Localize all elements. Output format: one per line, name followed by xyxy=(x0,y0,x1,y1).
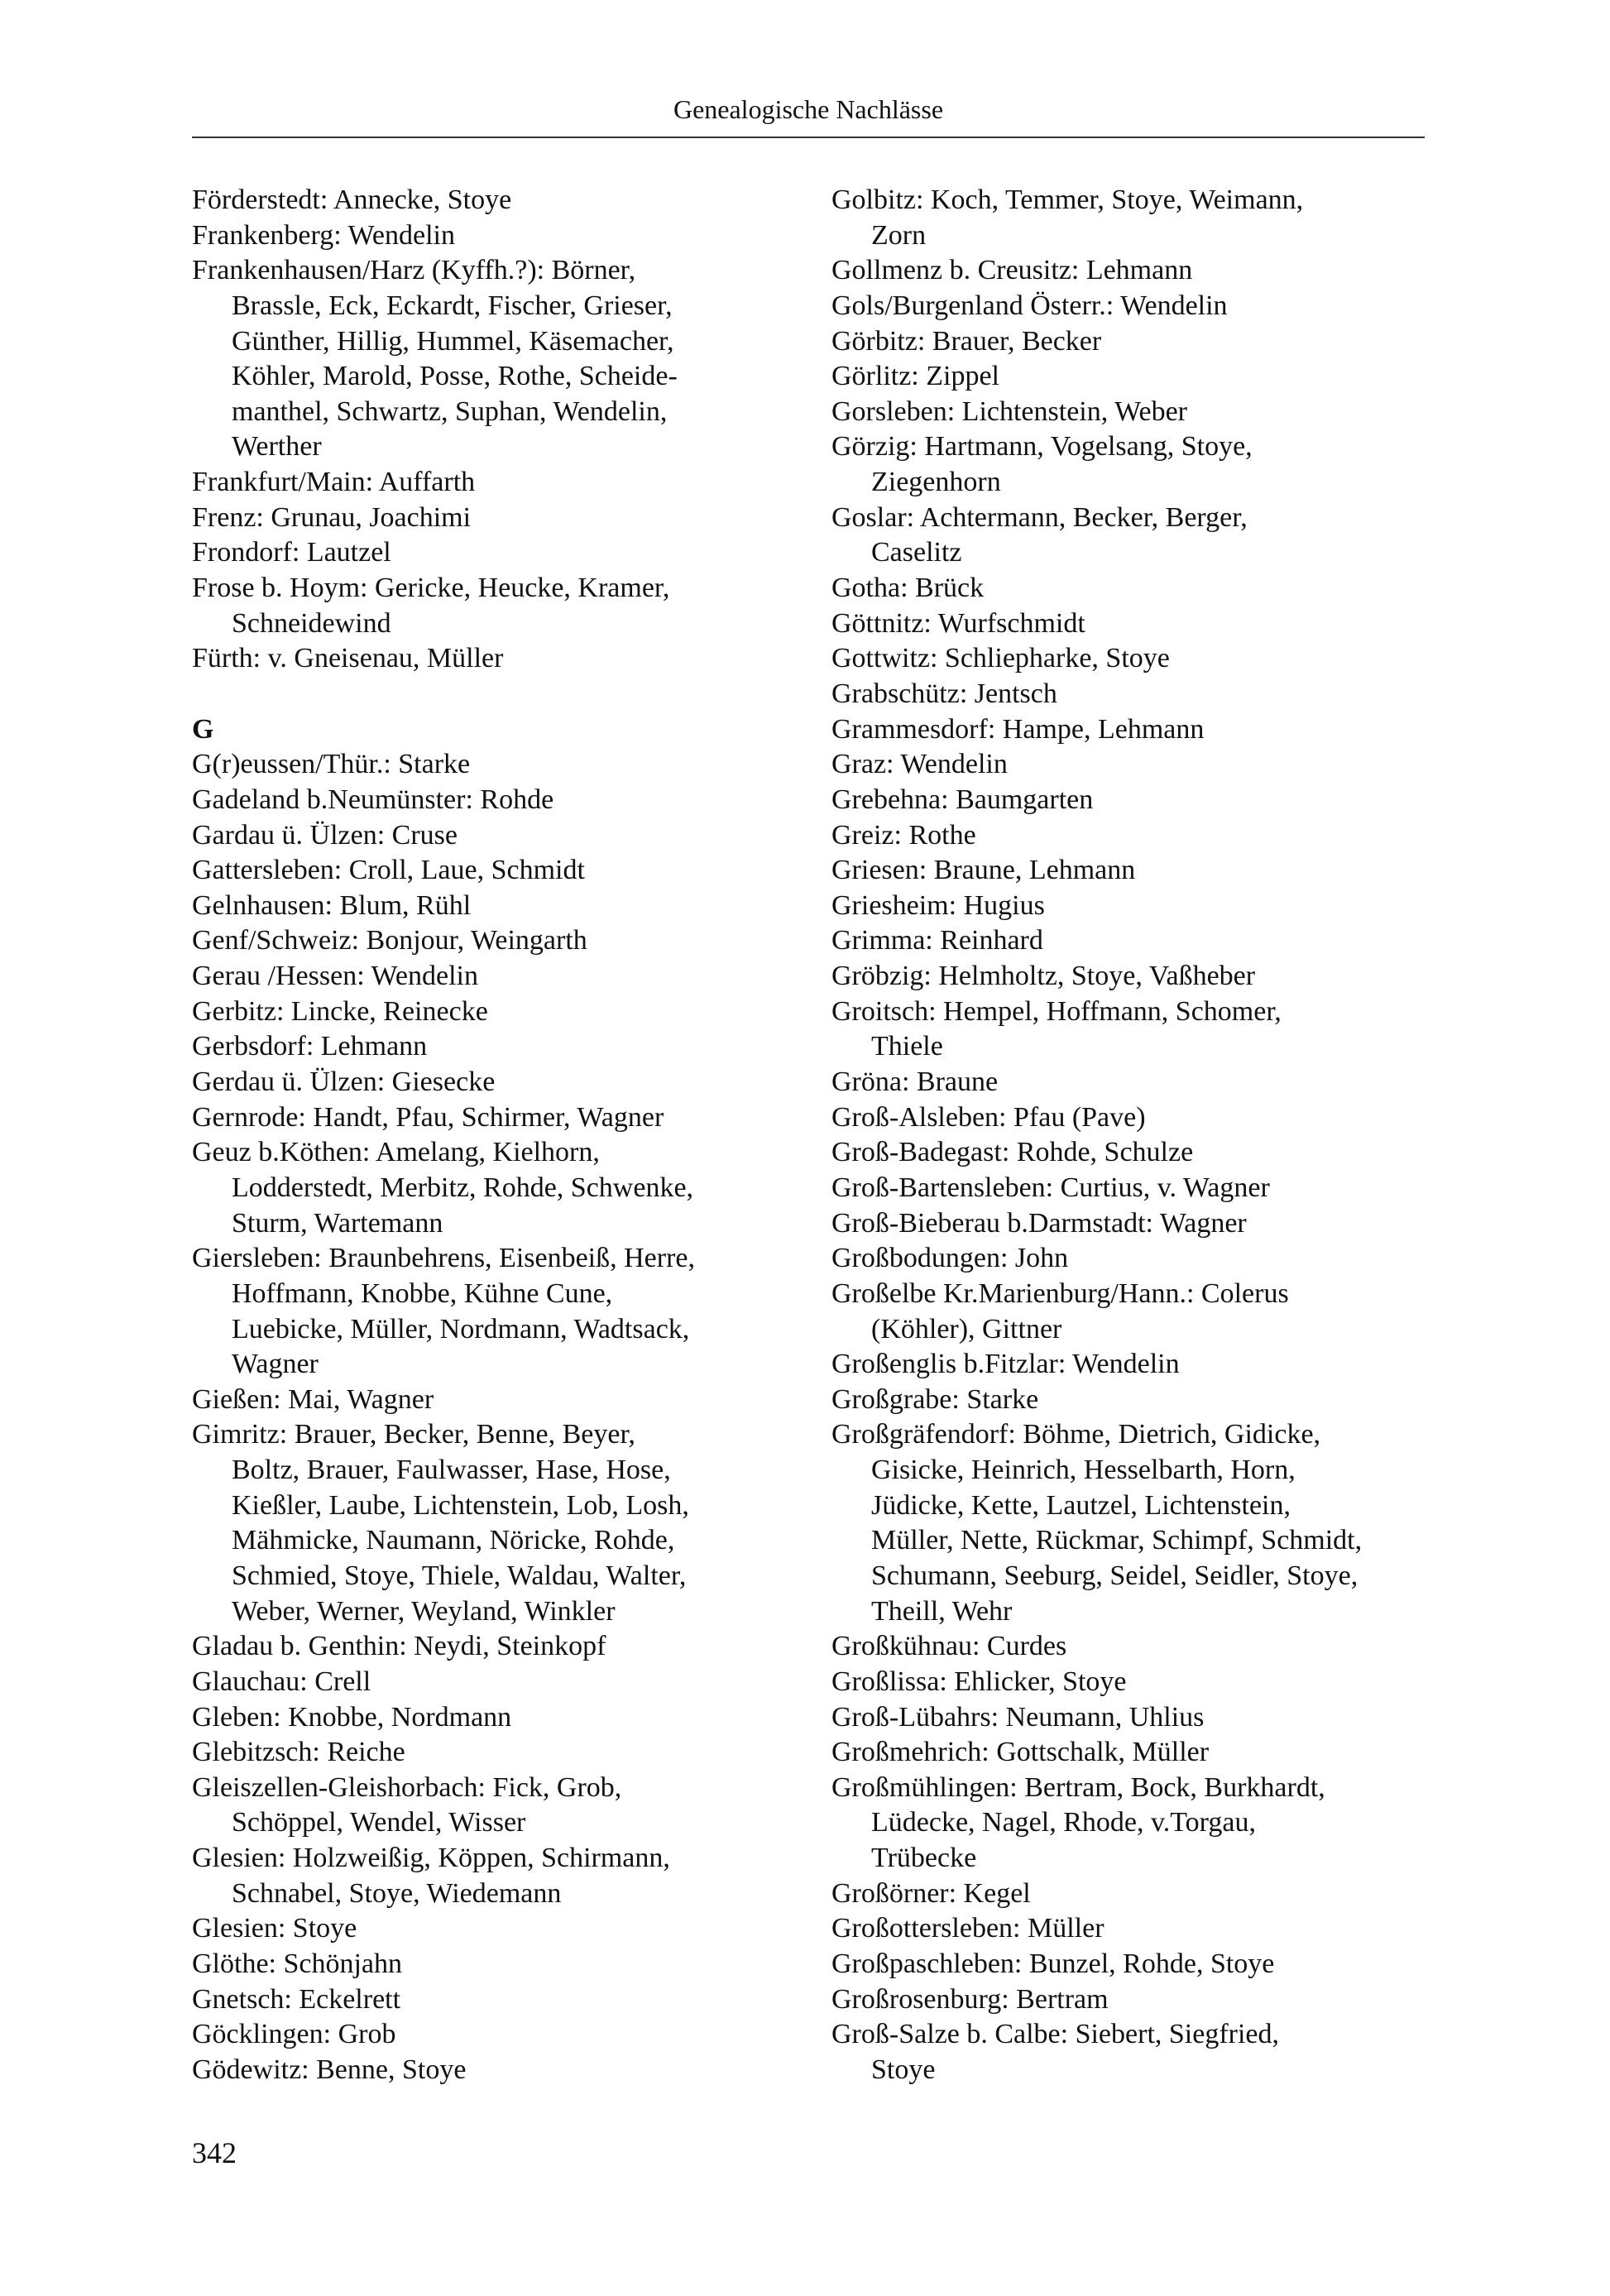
entry-continuation-line: Müller, Nette, Rückmar, Schimpf, Schmidt, xyxy=(871,1525,1363,1556)
entry-continuation-line: Hoffmann, Knobbe, Kühne Cune, xyxy=(232,1277,613,1309)
entry-line: Großlissa: Ehlicker, Stoye xyxy=(831,1666,1127,1697)
index-entry xyxy=(192,571,771,641)
index-entry xyxy=(831,853,1427,889)
index-entry xyxy=(831,429,1427,500)
index-entry xyxy=(192,995,771,1030)
index-entry xyxy=(831,889,1427,924)
entry-continuation-line: Ziegenhorn xyxy=(871,467,1001,498)
index-entry xyxy=(831,1665,1427,1700)
index-entry xyxy=(831,1241,1427,1277)
index-entry xyxy=(831,712,1427,748)
index-entry xyxy=(192,1100,771,1136)
entry-continuation-line: Trübecke xyxy=(871,1843,977,1874)
entry-line: Großkühnau: Curdes xyxy=(831,1631,1067,1662)
index-entry xyxy=(192,218,771,254)
entry-continuation-line: Günther, Hillig, Hummel, Käsemacher, xyxy=(232,325,674,357)
entry-line: Gadeland b.Neumünster: Rohde xyxy=(192,784,554,815)
entry-line: Gelnhausen: Blum, Rühl xyxy=(192,889,472,921)
entry-line: Gerdau ü. Ülzen: Giesecke xyxy=(192,1067,496,1098)
index-entry xyxy=(192,1841,771,1911)
index-entry xyxy=(831,324,1427,360)
entry-line: Görzig: Hartmann, Vogelsang, Stoye, xyxy=(831,431,1253,463)
entry-continuation-line: Weber, Werner, Weyland, Winkler xyxy=(232,1595,616,1627)
section-heading: G xyxy=(192,713,214,745)
index-entry xyxy=(831,677,1427,712)
entry-line: Grimma: Reinhard xyxy=(831,925,1043,956)
index-entry xyxy=(192,853,771,889)
entry-line: Golbitz: Koch, Temmer, Stoye, Weimann, xyxy=(831,185,1304,215)
entry-line: Gladau b. Genthin: Neydi, Steinkopf xyxy=(192,1631,606,1662)
index-entry xyxy=(192,1665,771,1700)
entry-line: Groß-Alsleben: Pfau (Pave) xyxy=(831,1101,1146,1133)
entry-line: Glöthe: Schönjahn xyxy=(192,1948,403,1980)
index-entry xyxy=(831,1629,1427,1665)
index-entry xyxy=(192,1982,771,2018)
index-entry xyxy=(831,959,1427,995)
index-entry xyxy=(831,747,1427,783)
index-entry xyxy=(192,2017,771,2053)
index-entry xyxy=(831,1065,1427,1100)
entry-continuation-line: Schmied, Stoye, Thiele, Waldau, Walter, xyxy=(232,1560,687,1591)
entry-continuation-line: Mähmicke, Naumann, Nöricke, Rohde, xyxy=(232,1525,675,1556)
index-entry xyxy=(192,1135,771,1241)
entry-line: Fürth: v. Gneisenau, Müller xyxy=(192,643,504,674)
entry-line: Gardau ü. Ülzen: Cruse xyxy=(192,819,458,851)
index-entry xyxy=(192,1700,771,1736)
entry-continuation-line: Kießler, Laube, Lichtenstein, Lob, Losh, xyxy=(232,1489,689,1521)
entry-line: Glesien: Stoye xyxy=(192,1913,357,1944)
entry-continuation-line: Brassle, Eck, Eckardt, Fischer, Grieser, xyxy=(232,290,673,321)
index-entry xyxy=(831,1383,1427,1418)
entry-line: Frondorf: Lautzel xyxy=(192,537,391,568)
entry-line: Großelbe Kr.Marienburg/Hann.: Colerus xyxy=(831,1277,1289,1309)
entry-line: Gollmenz b. Creusitz: Lehmann xyxy=(831,255,1193,286)
entry-line: Groß-Bartensleben: Curtius, v. Wagner xyxy=(831,1172,1270,1203)
entry-line: Gattersleben: Croll, Laue, Schmidt xyxy=(192,855,585,886)
entry-line: Groß-Badegast: Rohde, Schulze xyxy=(831,1137,1194,1168)
index-entry xyxy=(831,1735,1427,1771)
entry-line: Frankfurt/Main: Auffarth xyxy=(192,467,476,498)
entry-line: Giersleben: Braunbehrens, Eisenbeiß, Herre, xyxy=(192,1243,695,1274)
entry-line: Geuz b.Köthen: Amelang, Kielhorn, xyxy=(192,1137,600,1168)
index-entry xyxy=(831,783,1427,818)
index-entry xyxy=(831,1771,1427,1877)
entry-continuation-line: Thiele xyxy=(871,1031,943,1062)
entry-line: Großmühlingen: Bertram, Bock, Burkhardt, xyxy=(831,1771,1325,1803)
index-entry xyxy=(831,359,1427,395)
entry-line: Frenz: Grunau, Joachimi xyxy=(192,501,472,533)
index-entry xyxy=(831,606,1427,642)
index-entry xyxy=(192,1735,771,1771)
entry-line: Groß-Salze b. Calbe: Siebert, Siegfried, xyxy=(831,2019,1280,2050)
entry-continuation-line: Schumann, Seeburg, Seidel, Seidler, Stoye, xyxy=(871,1560,1358,1591)
entry-continuation-line: Schöppel, Wendel, Wisser xyxy=(232,1807,526,1838)
index-entry xyxy=(192,1065,771,1100)
index-entry xyxy=(831,1135,1427,1171)
entry-line: Graz: Wendelin xyxy=(831,749,1008,780)
entry-line: Groitsch: Hempel, Hoffmann, Schomer, xyxy=(831,995,1282,1027)
index-column-left xyxy=(192,183,771,2088)
index-entry xyxy=(192,1417,771,1629)
entry-continuation-line: Wagner xyxy=(232,1349,319,1380)
index-entry xyxy=(192,2053,771,2088)
index-entry xyxy=(831,923,1427,959)
index-entry xyxy=(831,1171,1427,1206)
entry-line: Gleiszellen-Gleishorbach: Fick, Grob, xyxy=(192,1771,622,1803)
header-rule xyxy=(192,137,1425,138)
index-entry xyxy=(192,183,771,218)
entry-line: Glebitzsch: Reiche xyxy=(192,1737,405,1768)
entry-line: Frankenhausen/Harz (Kyffh.?): Börner, xyxy=(192,255,636,286)
index-entry xyxy=(192,747,771,783)
entry-continuation-line: Sturm, Wartemann xyxy=(232,1207,443,1239)
entry-line: Gorsleben: Lichtenstein, Weber xyxy=(831,395,1187,427)
entry-line: Gröna: Braune xyxy=(831,1067,999,1098)
entry-continuation-line: Gisicke, Heinrich, Hesselbarth, Horn, xyxy=(871,1455,1296,1486)
entry-line: Großpaschleben: Bunzel, Rohde, Stoye xyxy=(831,1948,1275,1980)
index-entry xyxy=(831,501,1427,571)
entry-continuation-line: (Köhler), Gittner xyxy=(871,1313,1062,1345)
index-entry xyxy=(831,1100,1427,1136)
entry-line: Großmehrich: Gottschalk, Müller xyxy=(831,1737,1210,1768)
entry-line: Großörner: Kegel xyxy=(831,1877,1031,1909)
entry-continuation-line: Caselitz xyxy=(871,537,962,568)
entry-line: Gerau /Hessen: Wendelin xyxy=(192,961,478,992)
entry-line: Gotha: Brück xyxy=(831,573,985,604)
entry-continuation-line: Jüdicke, Kette, Lautzel, Lichtenstein, xyxy=(871,1489,1291,1521)
entry-continuation-line: Lodderstedt, Merbitz, Rohde, Schwenke, xyxy=(232,1172,694,1203)
index-entry xyxy=(192,1383,771,1418)
entry-line: Grebehna: Baumgarten xyxy=(831,784,1094,815)
index-entry xyxy=(831,2017,1427,2087)
entry-line: Gerbsdorf: Lehmann xyxy=(192,1031,428,1062)
entry-line: Griesen: Braune, Lehmann xyxy=(831,855,1136,886)
entry-line: Gleben: Knobbe, Nordmann xyxy=(192,1701,512,1733)
index-entry xyxy=(192,253,771,465)
index-entry xyxy=(192,1771,771,1841)
index-entry xyxy=(831,1877,1427,1912)
index-entry xyxy=(831,571,1427,606)
index-entry xyxy=(192,889,771,924)
index-entry xyxy=(831,995,1427,1065)
index-entry xyxy=(192,818,771,854)
entry-line: Glesien: Holzweißig, Köppen, Schirmann, xyxy=(192,1843,670,1874)
section-spacer xyxy=(192,677,771,712)
entry-line: Gernrode: Handt, Pfau, Schirmer, Wagner xyxy=(192,1101,664,1133)
entry-line: Griesheim: Hugius xyxy=(831,889,1045,921)
entry-continuation-line: Schneidewind xyxy=(232,607,391,639)
entry-continuation-line: Lüdecke, Nagel, Rhode, v.Torgau, xyxy=(871,1807,1256,1838)
entry-line: Görlitz: Zippel xyxy=(831,361,1000,392)
entry-continuation-line: Theill, Wehr xyxy=(871,1595,1013,1627)
entry-line: Förderstedt: Annecke, Stoye xyxy=(192,185,512,215)
index-entry xyxy=(831,289,1427,324)
index-entry xyxy=(831,395,1427,430)
index-entry xyxy=(831,1982,1427,2018)
entry-line: Genf/Schweiz: Bonjour, Weingarth xyxy=(192,925,587,956)
index-entry xyxy=(192,535,771,571)
index-entry xyxy=(831,183,1427,253)
entry-line: Gols/Burgenland Österr.: Wendelin xyxy=(831,290,1228,321)
entry-line: Grammesdorf: Hampe, Lehmann xyxy=(831,713,1205,745)
entry-continuation-line: Boltz, Brauer, Faulwasser, Hase, Hose, xyxy=(232,1455,671,1486)
entry-continuation-line: Köhler, Marold, Posse, Rothe, Scheide- xyxy=(232,361,678,392)
running-header: Genealogische Nachlässe xyxy=(673,94,944,124)
entry-line: Gödewitz: Benne, Stoye xyxy=(192,2054,467,2085)
entry-line: Gerbitz: Lincke, Reinecke xyxy=(192,995,488,1027)
index-entry xyxy=(831,1700,1427,1736)
entry-line: Großgräfendorf: Böhme, Dietrich, Gidicke, xyxy=(831,1419,1321,1450)
index-entry xyxy=(831,253,1427,289)
entry-line: Gnetsch: Eckelrett xyxy=(192,1983,401,2015)
index-entry xyxy=(192,1029,771,1065)
entry-continuation-line: Schnabel, Stoye, Wiedemann xyxy=(232,1877,562,1909)
index-entry xyxy=(831,1417,1427,1629)
index-entry xyxy=(192,1947,771,1982)
entry-line: Großenglis b.Fitzlar: Wendelin xyxy=(831,1349,1180,1380)
entry-line: Großottersleben: Müller xyxy=(831,1913,1104,1944)
entry-line: Gröbzig: Helmholtz, Stoye, Vaßheber xyxy=(831,961,1256,992)
page-number: 342 xyxy=(192,2136,237,2169)
entry-line: G(r)eussen/Thür.: Starke xyxy=(192,749,471,780)
index-entry xyxy=(831,1947,1427,1982)
entry-continuation-line: Luebicke, Müller, Nordmann, Wadtsack, xyxy=(232,1313,690,1345)
entry-line: Großbodungen: John xyxy=(831,1243,1069,1274)
entry-continuation-line: Zorn xyxy=(871,219,927,251)
entry-continuation-line: Werther xyxy=(232,431,322,463)
entry-line: Gießen: Mai, Wagner xyxy=(192,1383,434,1415)
entry-line: Greiz: Rothe xyxy=(831,819,976,851)
entry-line: Großgrabe: Starke xyxy=(831,1383,1039,1415)
index-entry xyxy=(192,783,771,818)
index-entry xyxy=(831,818,1427,854)
entry-line: Göttnitz: Wurfschmidt xyxy=(831,607,1085,639)
entry-line: Frose b. Hoym: Gericke, Heucke, Kramer, xyxy=(192,573,670,604)
index-entry xyxy=(831,1347,1427,1383)
index-entry xyxy=(192,1629,771,1665)
entry-line: Göcklingen: Grob xyxy=(192,2019,396,2050)
index-entry xyxy=(192,465,771,501)
entry-line: Großrosenburg: Bertram xyxy=(831,1983,1109,2015)
index-entry xyxy=(192,923,771,959)
index-entry xyxy=(192,501,771,536)
entry-line: Grabschütz: Jentsch xyxy=(831,678,1057,709)
entry-continuation-line: manthel, Schwartz, Suphan, Wendelin, xyxy=(232,395,668,427)
entry-line: Gottwitz: Schliepharke, Stoye xyxy=(831,643,1170,674)
index-entry xyxy=(192,1911,771,1947)
entry-line: Goslar: Achtermann, Becker, Berger, xyxy=(831,501,1248,533)
index-entry xyxy=(831,1206,1427,1242)
entry-line: Frankenberg: Wendelin xyxy=(192,219,455,251)
entry-line: Groß-Bieberau b.Darmstadt: Wagner xyxy=(831,1207,1247,1239)
index-column-right xyxy=(831,183,1427,2088)
index-entry xyxy=(831,641,1427,677)
entry-line: Gimritz: Brauer, Becker, Benne, Beyer, xyxy=(192,1419,635,1450)
entry-line: Groß-Lübahrs: Neumann, Uhlius xyxy=(831,1701,1205,1733)
index-entry xyxy=(192,1241,771,1383)
index-entry xyxy=(192,641,771,677)
entry-line: Görbitz: Brauer, Becker xyxy=(831,325,1102,357)
index-entry xyxy=(831,1911,1427,1947)
index-entry xyxy=(831,1277,1427,1347)
entry-line: Glauchau: Crell xyxy=(192,1666,371,1697)
entry-continuation-line: Stoye xyxy=(871,2054,936,2085)
index-entry xyxy=(192,959,771,995)
